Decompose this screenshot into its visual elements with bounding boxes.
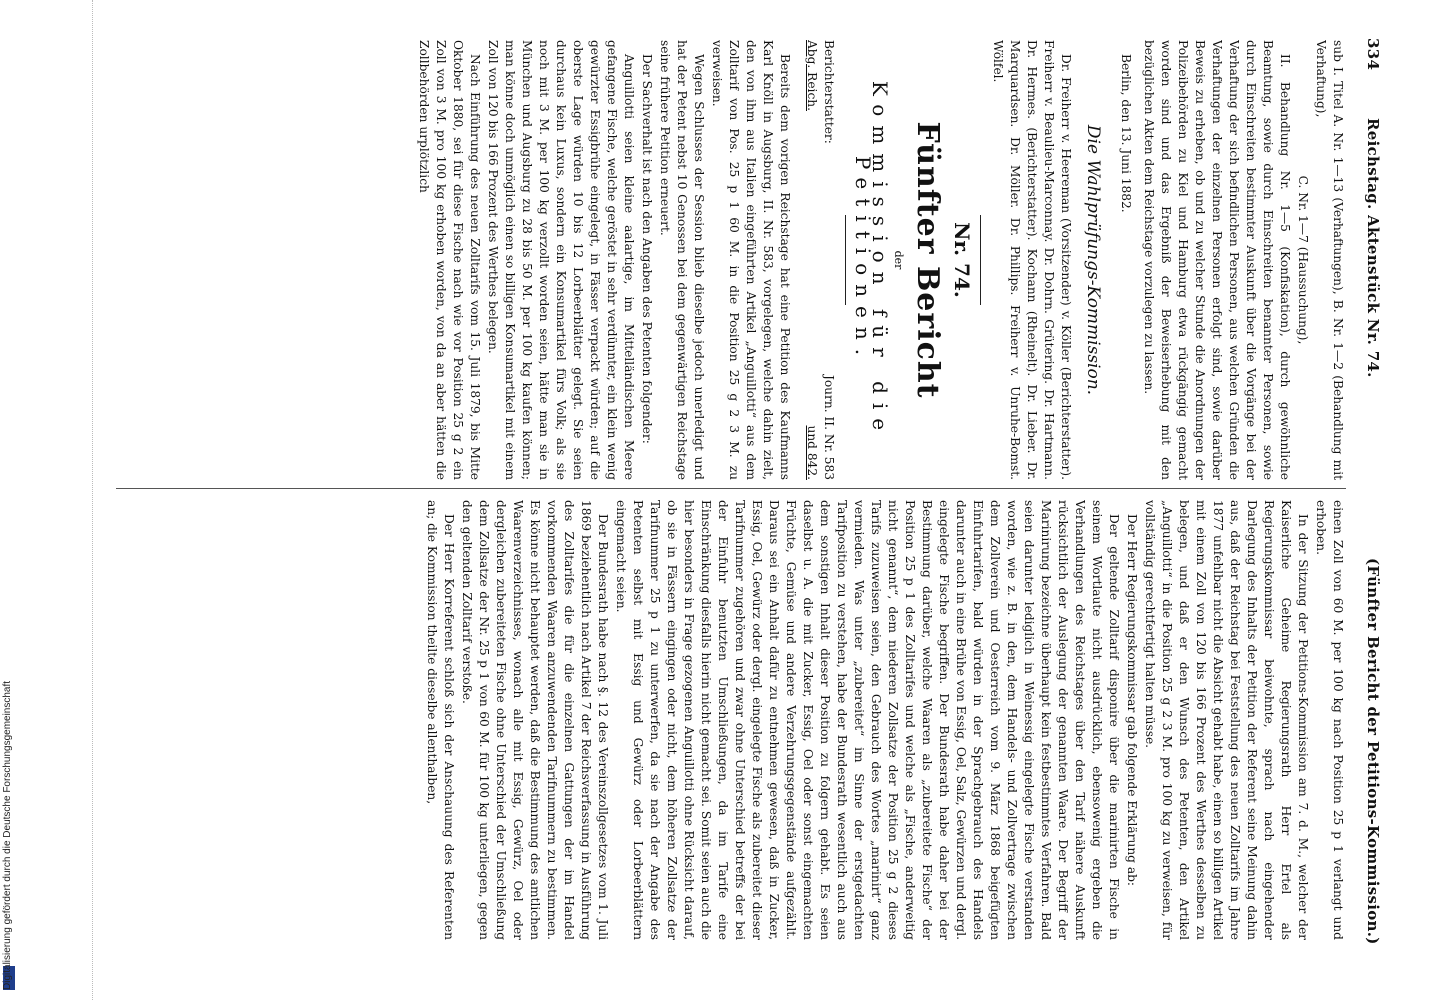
paragraph: sub I. Titel A. Nr. 1—13 (Verhaftungen), B. Nr. 1—2 (Behandlung mit Verhaftung), [1314,40,1345,480]
section-divider [845,215,846,305]
report-title: Fünfter Bericht [910,121,945,399]
page-number: 334 [1364,38,1382,71]
paragraph: Der Herr Korreferent schloß sich der Anschauung des Referenten an; die Kommission theilte dieselbe allenthalben, [425,500,456,940]
title-connector: der [892,250,905,270]
commission-title: Die Wahlprüfungs-Kommission. [1083,124,1103,396]
paragraph: In der Sitzung der Petitions-Kommission am 7. d. M., welcher der Kaiserliche Geheime Regierungsrath Herr Ertel als Regierungskommissar beiwohnte, sprach nach eingehender Darlegung des Inhalts der Petition der Referent seine Meinung dahin aus, daß der Reichstag bei Feststellung des neuen Zolltarifs im Jahre 1877 unfehlbar nicht die Absicht gehabt habe, einen so billigen Artikel mit einem Zoll von 120 bis 166 Prozent des Werthes desselben zu belegen, und daß er den Wunsch des Petenten, den Artikel „Anguillotti“ in die Position 25 g 2 3 M. pro 100 kg zu verweisen, für vollständig gerechtfertigt halten müsse. [1143,500,1310,940]
scanned-page [100,0,1390,1000]
paragraph: C. Nr. 1—7 (Haussuchung), [1296,175,1310,345]
paragraph: einen Zoll von 60 M. per 100 kg nach Position 25 p 1 verlangt und erhoben. [1314,500,1345,940]
digitization-credit [0,0,20,1000]
paragraph: Der Herr Regierungskommissar gab folgende Erklärung ab: [1125,514,1139,887]
running-title-right: (Fünfter Bericht der Petitions-Kommission.) [1364,558,1382,945]
section-divider [980,215,981,305]
column-divider [116,488,1346,489]
paragraph: Der Bundesrath habe nach §. 12 des Vereinszollgesetzes vom 1. Juli 1869 beziehentlich nach Artikel 7 der Reichsverfassung in Ausführung des Zolltarifes die für die einzelnen Gattungen der im Handel vorkommenden Waaren anzuwendenden Tarifnummern zu bestimmen. Es könne nicht behauptet werden, daß die Bestimmung des amtlichen Waarenverzeichnisses, wonach alle mit Essig, Gewürz, Oel oder dergleichen zubereiteten Fische ohne Unterschied der Umschließung dem Zollsatze der Nr. 25 p 1 von 60 M. für 100 kg unterliegen, gegen den geltenden Zolltarif verstoße. [460,500,610,940]
paragraph: II. Behandlung Nr. 1—5 (Konfiskation), durch gewöhnliche Beamtung, sowie durch Einschreiten benannter Personen, sowie durch Einschreiten bestimmter Auskunft über die Vorgänge bei der Verhaftung der sich befindlichen Personen, aus welchen Gründen die Verhaftungen der einzelnen Personen erfolgt sind, sowie darüber Beweis zu erheben, ob und zu welcher Stunde die Anordnungen der Polizeibehörden zu Kiel und Hamburg etwa rückgängig gemacht worden sind und das Ergebniß der Beweiserhebung mit den bezüglichen Akten dem Reichstage vorzulegen zu lassen. [1142,40,1292,480]
paragraph: Wegen Schlusses der Session blieb dieselbe jedoch unerledigt und hat der Petent nebst 10 Genossen bei dem gegenwärtigen Reichstage seine frühere Petition erneuert. [658,40,706,480]
reporter-label: Berichterstatter: [822,40,836,144]
journal-number-2: und 842. [805,425,819,480]
commission-name: Kommission für die Petitionen. [851,80,892,440]
paragraph: Der geltende Zolltarif disponire über die marinirten Fische in seinem Wortlaute nicht ausdrücklich, ebensowenig ergeben die Verhandlungen des Reichstages über den Tarif nähere Auskunft rücksichtlich der Auslegung der genannten Waare. Der Begriff der Marinirung bezeichne überhaupt kein festbestimmtes Verfahren. Bald seien darunter lediglich in Weinessig eingelegte Fische verstanden worden, wie z. B. in den, dem Handels- und Zollvertrage zwischen dem Zollverein und Oesterreich vom 9. März 1868 beigefügten Einfuhrtarifen, bald würden in der Sprachgebrauch des Handels darunter auch in eine Brühe von Essig, Oel, Salz, Gewürzen und dergl. eingelegte Fische begriffen. Der Bundesrath habe daher bei der Bestimmung darüber, welche Waaren als „zubereitete Fische“ der Position 25 p 1 des Zolltarifes und welche als „Fische, anderweitig nicht genannt“, dem niederen Zollsatze der Position 25 g 2 dieses Tarifs zuzuweisen seien, den Gebrauch des Wortes „marinirt“ ganz vermieden. Was unter „zubereitet“ im Sinne der erstgedachten Tarifposition zu verstehen, habe der Bundesrath wesentlich auch aus dem sonstigen Inhalt dieser Position zu folgern gehabt. Es seien daselbst u. A. die mit Zucker, Essig, Oel oder sonst eingemachten Früchte, Gemüse und andere Verzehrungsgegenstände aufgezählt. Daraus sei ein Anhalt dafür zu entnehmen gewesen, daß in Zucker, Essig, Oel, Gewürz oder dergl. eingelegte Fische als zubereitet dieser Tarifnummer zugehören und zwar ohne Unterschied betreffs der bei der Einfuhr benutzten Umschließungen, da im Tarife eine Einschränkung diesfalls hierin nicht gemacht sei. Somit seien auch die hier besonders in Frage gezogenen Anguillotti ohne Rücksicht darauf, ob sie in Fässern eingingen oder nicht, dem höheren Zollsatze der Tarifnummer 25 p 1 zu unterwerfen, da sie nach der Angabe des Petenten selbst mit Essig und Gewürz oder Lorbeerblättern eingemacht seien. [614,500,1121,940]
paragraph: Bereits dem vorigen Reichstage hat eine Petition des Kaufmanns Karl Knöll in Augsburg, II. Nr. 583, vorgelegen, welche dahin zielt, den von ihm aus Italien eingeführten Artikel „Anguillotti“ aus dem Zolltarif von Pos. 25 p 1 60 M. in die Position 25 g 2 3 M. zu verweisen. [710,40,792,480]
journal-number: Journ. II. Nr. 583 [822,374,836,480]
document-number: Nr. 74. [950,222,974,298]
scan-margin-marks [92,0,96,1000]
paragraph: Anguillotti seien kleine aalartige, im Mittelländischen Meere gefangene Fische, welche geröstet in sehr verdünnter, ein klein wenig gewürzter Essigbrühe eingelegt, in Fässer verpackt würden; auf die oberste Lage würden 10 bis 12 Lorbeerblätter gelegt. Sie seien durchaus kein Luxus, sondern ein Konsumartikel fürs Volk; als sie noch mit 3 M. per 100 kg verzollt worden seien, hätte man sie in München und Augsburg zu 28 bis 50 M. per 100 kg kaufen können; man könne doch unmöglich einen so billigen Konsumartikel mit einem Zoll von 120 bis 166 Prozent des Werthes belegen. [486,40,636,480]
date-line: Berlin, den 13. Juni 1882. [1119,54,1133,213]
running-title-left: Reichstag. Aktenstück Nr. 74. [1364,118,1382,378]
digitization-credit-text: Digitalisierung gefördert durch die Deutsche Forschungsgemeinschaft [2,680,13,990]
left-column [116,40,1346,480]
paragraph: Der Sachverhalt ist nach den Angaben des Petenten folgender: [640,54,654,444]
reporter-name: Abg. Reich. [805,40,819,111]
signatories: Dr. Freiherr v. Heereman (Vorsitzender) v. Köller (Berichterstatter). Freiherr v. Beaulieu-Marconnay. Dr. Dohrn. Grütering. Dr. Hartmann. Dr. Hermes. (Berichterstatter). Kochann (Rheinelt). Dr. Lieber. Dr. Marquardsen. Dr. Möller. Dr. Phillips. Freiherr v. Unruhe-Bomst. Wölfel. [991,40,1073,480]
running-head [1360,38,1382,968]
reporter-block [801,40,837,480]
right-column [116,500,1346,940]
paragraph: Nach Einführung des neuen Zolltarifs vom 15. Juli 1879, bis Mitte Oktober 1880, sei für diese Fische nach wie vor Position 25 g 2 ein Zoll von 3 M. pro 100 kg erhoben worden, von da an aber hätten die Zollbehörden urplötzlich [417,40,482,480]
